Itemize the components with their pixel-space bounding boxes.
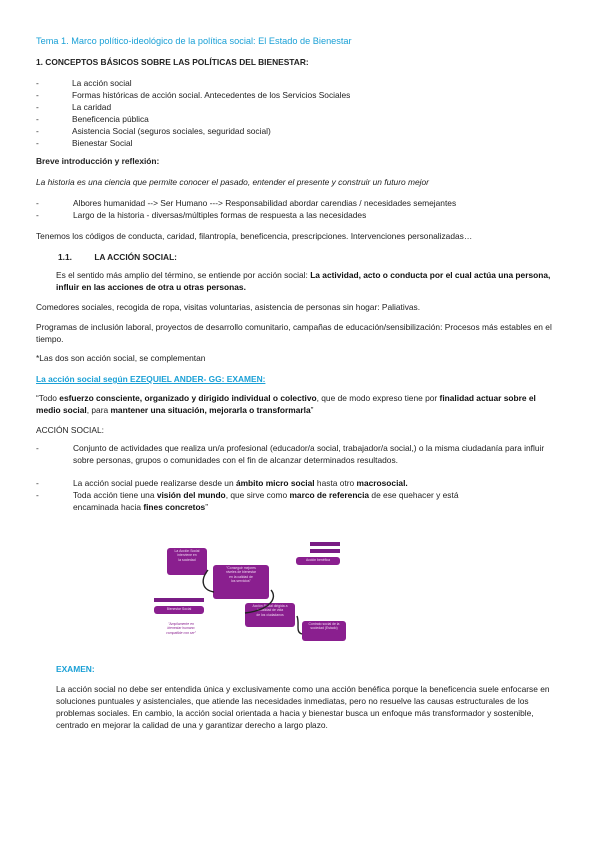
accion-social-label: ACCIÓN SOCIAL: [36,425,104,435]
list-item: - Conjunto de actividades que realiza un/a profesional (educador/a social, trabajador/a social,) o la misma ciudadanía para influir sobre personas, grupos o comunidades con el fin de alcanzar determinados resultados. [36,443,564,467]
list-item: - Toda acción tiene una visión del mundo, que sirve como marco de referencia de ese quehacer y está encaminada hacia fines concretos” [36,490,490,514]
list-item: - La acción social puede realizarse desde un ámbito micro social hasta otro macrosocial. [36,478,490,490]
accion-list-1 [36,443,564,467]
programas-paragraph: Programas de inclusión laboral, proyectos de desarrollo comunitario, campañas de educación/sensibilización: Procesos más estables en el tiempo. [36,322,552,344]
diagram-note: "Ampliamente en bienestar humano compatible con ser" [166,622,196,635]
exam-paragraph: La acción social no debe ser entendida única y exclusivamente como una acción benéfica porque la beneficencia suele enfocarse en soluciones puntuales y asistenciales, que atiende las necesidades inmediatas, pero no resuelve las causas estructurales de los problemas sociales. En cambio, la acción social orientada a hacia y bienestar busca un enfoque más transformador y sostenible, centrado en mejorar la calidad de una y garantizar derecho a largo plazo. [56,684,550,730]
intro-heading: Breve introducción y reflexión: [36,156,160,166]
diagram-box-conseguir: "Conseguir mejores niveles de bienestar en la calidad de los servicios" [213,565,269,599]
intro-list [36,198,566,222]
list-item: - Beneficencia pública [36,114,566,126]
diagram-label-accion-benefica: Acción benéfica [296,557,340,565]
diagram-box-contrato: Contrato social de la sociedad (Estado) [302,621,346,641]
codes-paragraph: Tenemos los códigos de conducta, caridad, filantropía, beneficencia, prescripciones. Intervenciones personalizadas… [36,231,473,241]
diagram-box-accion-dirigida: Acción Social dirigida a la calidad de vida de los ciudadanos [245,603,295,627]
arrow-icon [297,616,302,634]
accion-list-2 [36,478,490,514]
definition-paragraph: Es el sentido más amplio del término, se entiende por acción social: La actividad, acto o conducta por el cual actúa una persona, influir en las acciones de otra u otras personas. [56,270,551,292]
author-link[interactable]: La acción social según EZEQUIEL ANDER- GG: EXAMEN: [36,374,266,384]
arrow-icon [203,570,214,592]
list-item: - Formas históricas de acción social. Antecedentes de los Servicios Sociales [36,90,566,102]
exam-label: EXAMEN: [56,664,95,674]
list-item: - Asistencia Social (seguros sociales, seguridad social) [36,126,566,138]
accion-social-diagram [150,540,390,660]
list-item: - Bienestar Social [36,138,566,150]
subsection-number: 1.1. [58,252,72,262]
definition-quote: “Todo esfuerzo consciente, organizado y dirigido individual o colectivo, que de modo expreso tiene por finalidad actuar sobre el medio social, para mantener una situación, mejorarla o transformarla” [36,393,536,415]
subsection-heading [58,252,566,264]
note-paragraph: *Las dos son acción social, se complementan [36,353,206,363]
list-item: - Albores humanidad --> Ser Humano ---> Responsabilidad abordar carendias / necesidades semejantes [36,198,566,210]
diagram-box-accion-social: La Acción Social interviene en la sociedad [167,548,207,575]
section1-heading: 1. CONCEPTOS BÁSICOS SOBRE LAS POLÍTICAS DEL BIENESTAR: [36,57,309,67]
diagram-arrows [150,540,390,660]
arrow-icon [245,590,273,613]
document-title: Tema 1. Marco político-ideológico de la política social: El Estado de Bienestar [36,36,352,46]
comedores-paragraph: Comedores sociales, recogida de ropa, visitas voluntarias, asistencia de personas sin hogar: Paliativas. [36,302,421,312]
list-item: - La acción social [36,78,566,90]
section1-list [36,78,566,150]
list-item: - Largo de la historia - diversas/múltiples formas de respuesta a las necesidades [36,210,566,222]
diagram-label-bienestar-social: Bienestar Social [154,606,204,614]
subsection-title: LA ACCIÓN SOCIAL: [94,252,177,262]
intro-quote: La historia es una ciencia que permite conocer el pasado, entender el presente y construir un futuro mejor [36,177,429,187]
list-item: - La caridad [36,102,566,114]
